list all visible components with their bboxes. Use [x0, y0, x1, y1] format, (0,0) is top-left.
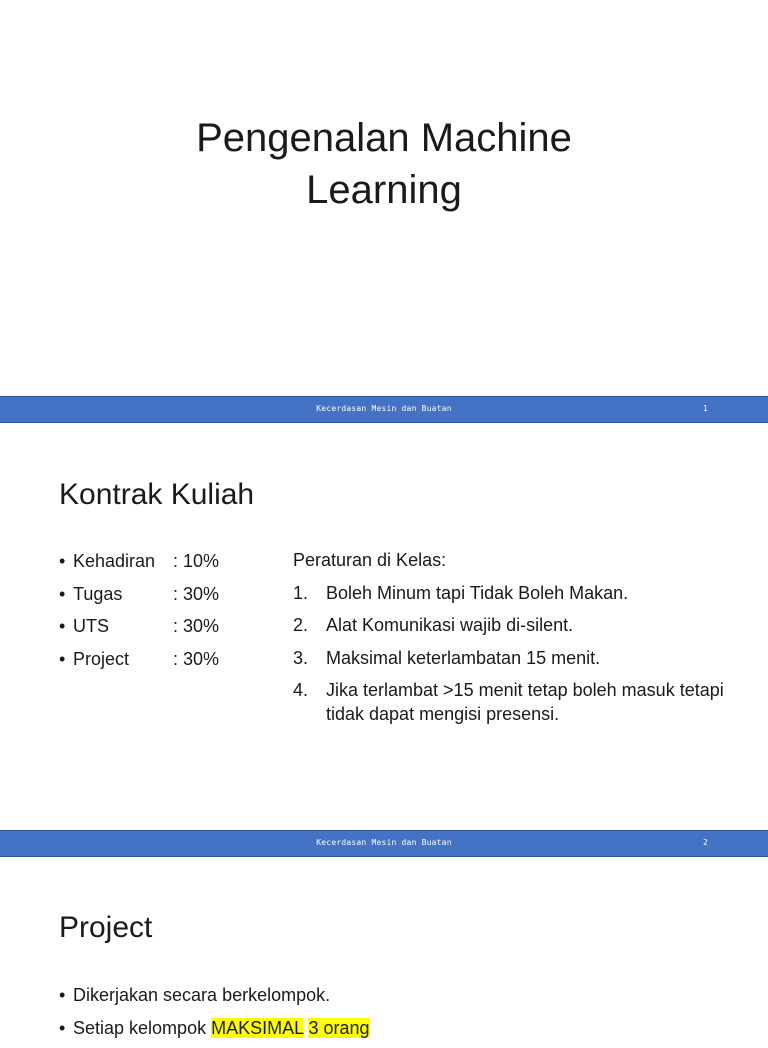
- footer-page-number: 1: [703, 404, 708, 413]
- footer-course: Kecerdasan Mesin dan Buatan: [0, 838, 768, 847]
- project-list: [59, 983, 370, 1048]
- slide-footer-2: [0, 830, 768, 857]
- list-item: [293, 581, 753, 605]
- rules-list: [293, 581, 753, 727]
- slide-heading: Project: [59, 911, 152, 945]
- grading-value: : 30%: [173, 584, 219, 604]
- grading-label: Tugas: [73, 582, 173, 606]
- rule-number: 1.: [293, 581, 308, 605]
- rule-number: 2.: [293, 613, 308, 637]
- list-item: [59, 549, 219, 582]
- rule-text: Alat Komunikasi wajib di-silent.: [326, 615, 573, 635]
- highlighted-text: MAKSIMAL: [211, 1018, 303, 1038]
- grading-value: : 10%: [173, 551, 219, 571]
- list-item: [59, 614, 219, 647]
- rule-text: Boleh Minum tapi Tidak Boleh Makan.: [326, 583, 628, 603]
- footer-page-number: 2: [703, 838, 708, 847]
- grading-value: : 30%: [173, 616, 219, 636]
- slide-heading: Kontrak Kuliah: [59, 478, 254, 512]
- rules-title: Peraturan di Kelas:: [293, 548, 753, 581]
- list-item: [293, 646, 753, 670]
- list-item: [59, 582, 219, 615]
- highlighted-text: 3 orang: [308, 1018, 369, 1038]
- title-line-2: Learning: [0, 164, 768, 216]
- slide-title: [0, 112, 768, 216]
- grading-label: Kehadiran: [73, 549, 173, 573]
- slide-1: [0, 0, 768, 396]
- grading-label: Project: [73, 647, 173, 671]
- grading-list: [59, 549, 219, 679]
- title-line-1: Pengenalan Machine: [0, 112, 768, 164]
- class-rules: [293, 548, 753, 735]
- slide-footer-1: [0, 396, 768, 423]
- list-item: [293, 613, 753, 637]
- grading-value: : 30%: [173, 649, 219, 669]
- list-item: [59, 1016, 370, 1048]
- list-item: • Dikerjakan secara berkelompok.: [59, 983, 370, 1016]
- rule-text: Jika terlambat >15 menit tetap boleh masuk tetapi tidak dapat mengisi presensi.: [326, 680, 724, 724]
- list-item: [59, 647, 219, 680]
- grading-label: UTS: [73, 614, 173, 638]
- bullet-text: Setiap kelompok: [73, 1018, 211, 1038]
- rule-text: Maksimal keterlambatan 15 menit.: [326, 648, 600, 668]
- rule-number: 3.: [293, 646, 308, 670]
- list-item: [293, 678, 731, 726]
- rule-number: 4.: [293, 678, 308, 702]
- footer-course: Kecerdasan Mesin dan Buatan: [0, 404, 768, 413]
